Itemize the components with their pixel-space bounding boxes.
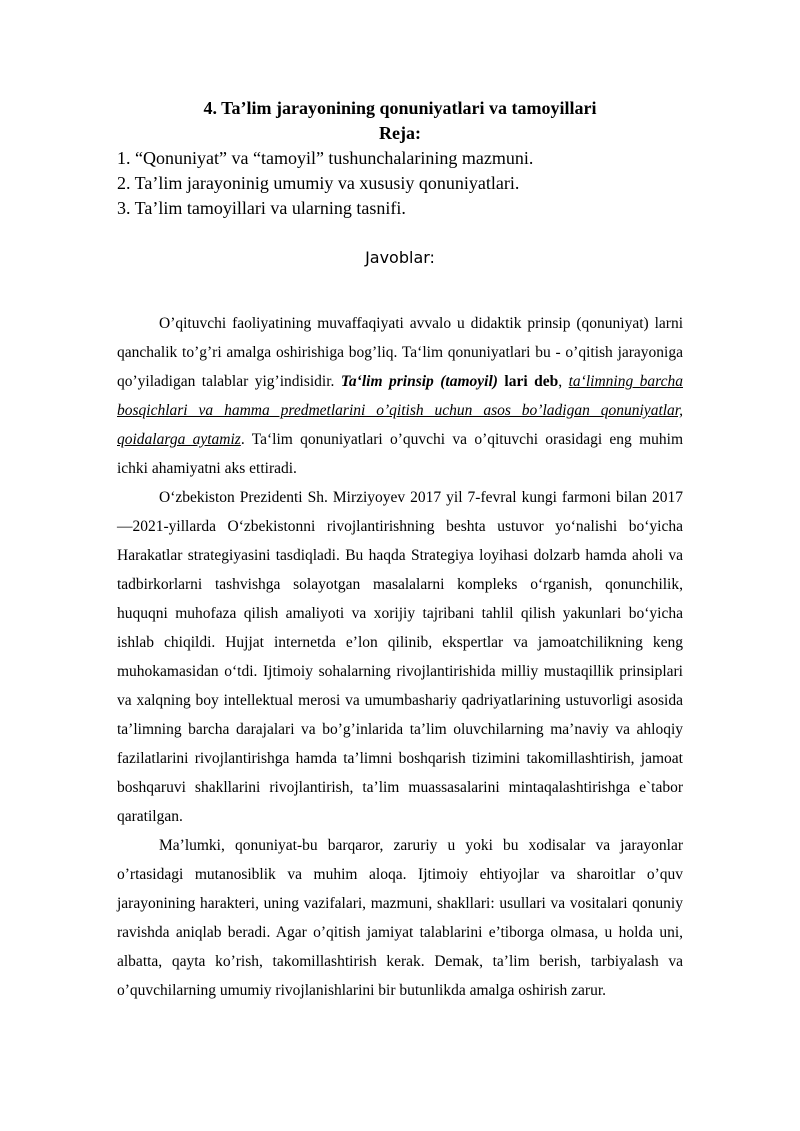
- paragraph-1-bold-italic: Ta‘lim prinsip (tamoyil): [340, 373, 498, 390]
- paragraph-1-definition: ta‘limning barcha bosqichlari va hamma predmetlarini o’qitish uchun asos bo’ladigan qonuniyatlar, qoidalarga aytamiz: [117, 373, 683, 448]
- answers-label: Javoblar:: [365, 248, 435, 267]
- plan-item: 3. Ta’lim tamoyillari va ularning tasnifi.: [117, 198, 406, 218]
- paragraph-1-text-1: O’qituvchi faoliyatining muvaffaqiyati avvalo u didaktik prinsip (qonuniyat) larni qanchalik to’g’ri amalga oshirishiga bog’liq. Ta‘lim qonuniyatlari bu - o’qitish jarayoniga qo’yiladigan talablar yig’indisidir.: [117, 315, 683, 390]
- plan-item: 2. Ta’lim jarayoninig umumiy va xususiy qonuniyatlari.: [117, 173, 520, 193]
- plan-list: [117, 146, 683, 221]
- plan-heading: Reja:: [379, 123, 421, 143]
- document-title: 4. Ta’lim jarayonining qonuniyatlari va tamoyillari: [203, 98, 597, 118]
- document-page: [117, 96, 683, 1005]
- paragraph-1: [117, 309, 683, 483]
- paragraph-2: O‘zbekiston Prezidenti Sh. Mirziyoyev 2017 yil 7-fevral kungi farmoni bilan 2017—2021-yillarda O‘zbekistonni rivojlantirishning beshta ustuvor yo‘nalishi bo‘yicha Harakatlar strategiyasini tasdiqladi. Bu haqda Strategiya loyihasi dolzarb hamda aholi va tadbirkorlarni tashvishga solayotgan masalalarni kompleks o‘rganish, qonunchilik, huquqni muhofaza qilish amaliyoti va xorijiy tajribani tahlil qilish yakunlari bo‘yicha ishlab chiqildi. Hujjat internetda e’lon qilinib, ekspertlar va jamoatchilikning keng muhokamasidan o‘tdi. Ijtimoiy sohalarning rivojlantirishida milliy mustaqillik prinsiplari va xalqning boy intellektual merosi va umumbashariy qadriyatlarining ustuvorligi asosida ta’limning barcha darajalari va bo’g’inlarida ta’lim oluvchilarning ma’naviy va ahloqiy fazilatlarini rivojlantirishga hamda ta’limni boshqarish tizimini takomillashtirish, jamoat boshqaruvi shakllarini rivojlantirish, ta’lim muassasalarini mintaqalashtirishga e`tabor qaratilgan.: [117, 489, 683, 825]
- paragraph-1-text-2: ,: [558, 373, 569, 390]
- body-text: [117, 309, 683, 1005]
- paragraph-1-text-3: . Ta‘lim qonuniyatlari o’quvchi va o’qituvchi orasidagi eng muhim ichki ahamiyatni aks ettiradi.: [117, 431, 683, 477]
- paragraph-3: Ma’lumki, qonuniyat-bu barqaror, zaruriy u yoki bu xodisalar va jarayonlar o’rtasidagi mutanosiblik va muhim aloqa. Ijtimoiy ehtiyojlar va sharoitlar o’quv jarayonining harakteri, uning vazifalari, mazmuni, shakllari: usullari va vositalari qonuniy ravishda aniqlab beradi. Agar o’qitish jamiyat talablarini e’tiborga olmasa, u holda uni, albatta, qayta ko’rish, takomillashtirish kerak. Demak, ta’lim berish, tarbiyalash va o’quvchilarning umumiy rivojlanishlarini bir butunlikda amalga oshirish zarur.: [117, 837, 683, 999]
- plan-item: 1. “Qonuniyat” va “tamoyil” tushunchalarining mazmuni.: [117, 148, 534, 168]
- paragraph-1-bold: lari deb: [497, 373, 559, 390]
